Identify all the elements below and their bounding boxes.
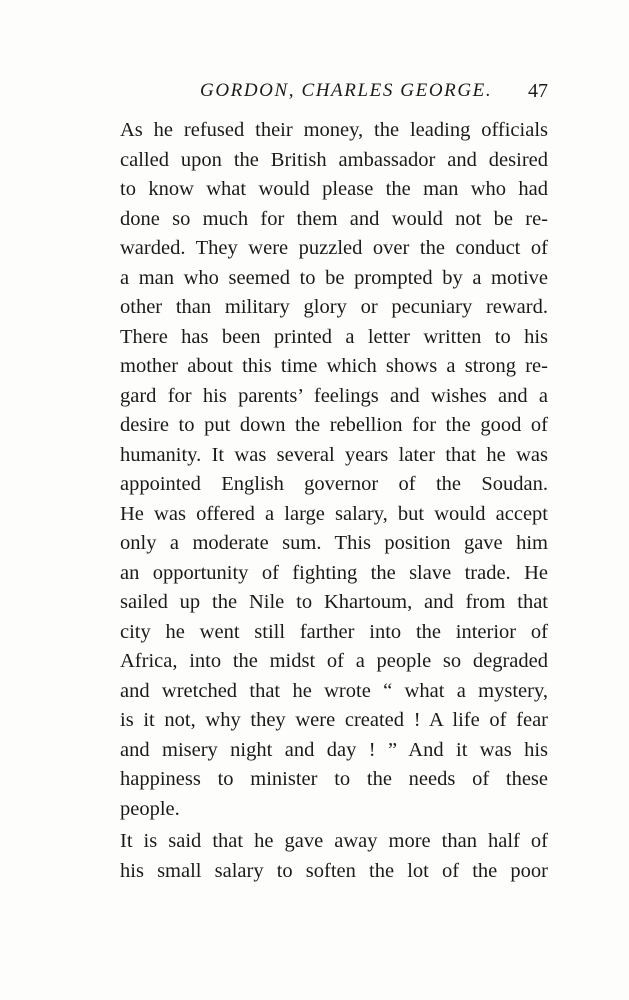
text-line: people. — [120, 797, 180, 820]
text-line: humanity. It was several years later that he was — [120, 443, 548, 466]
text-line: sailed up the Nile to Khartoum, and from that — [120, 591, 548, 613]
text-line: and wretched that he wrote “ what a mystery, — [120, 679, 548, 702]
text-line: gard for his parents’ feelings and wishes and a — [120, 384, 548, 407]
running-title: GORDON, CHARLES GEORGE. — [200, 80, 493, 101]
text-line: city he went still farther into the interior of — [120, 620, 548, 643]
text-line: warded. They were puzzled over the conduct of — [120, 237, 548, 259]
text-line: It is said that he gave away more than half of — [120, 830, 548, 852]
text-line: an opportunity of fighting the slave trade. He — [120, 561, 548, 584]
text-line: his small salary to soften the lot of the poor — [120, 859, 548, 882]
body-text — [120, 116, 548, 886]
text-line: happiness to minister to the needs of these — [120, 768, 548, 790]
text-line: He was offered a large salary, but would accept — [120, 502, 548, 525]
text-line: There has been printed a letter written to his — [120, 325, 548, 348]
text-line: mother about this time which shows a strong re- — [120, 355, 548, 377]
text-line: appointed English governor of the Soudan. — [120, 473, 548, 495]
text-line: other than military glory or pecuniary reward. — [120, 296, 548, 318]
text-line: only a moderate sum. This position gave him — [120, 532, 548, 554]
running-head — [120, 80, 548, 104]
page-number: 47 — [528, 80, 548, 102]
text-line: desire to put down the rebellion for the good of — [120, 414, 548, 436]
text-line: and misery night and day ! ” And it was his — [120, 738, 548, 761]
text-line: done so much for them and would not be re- — [120, 207, 548, 230]
text-line: As he refused their money, the leading officials — [120, 119, 548, 141]
text-line: called upon the British ambassador and desired — [120, 148, 548, 171]
text-line: to know what would please the man who had — [120, 178, 548, 200]
text-line: Africa, into the midst of a people so degraded — [120, 650, 548, 672]
text-line: a man who seemed to be prompted by a motive — [120, 266, 548, 289]
text-line: is it not, why they were created ! A life of fear — [120, 709, 548, 731]
